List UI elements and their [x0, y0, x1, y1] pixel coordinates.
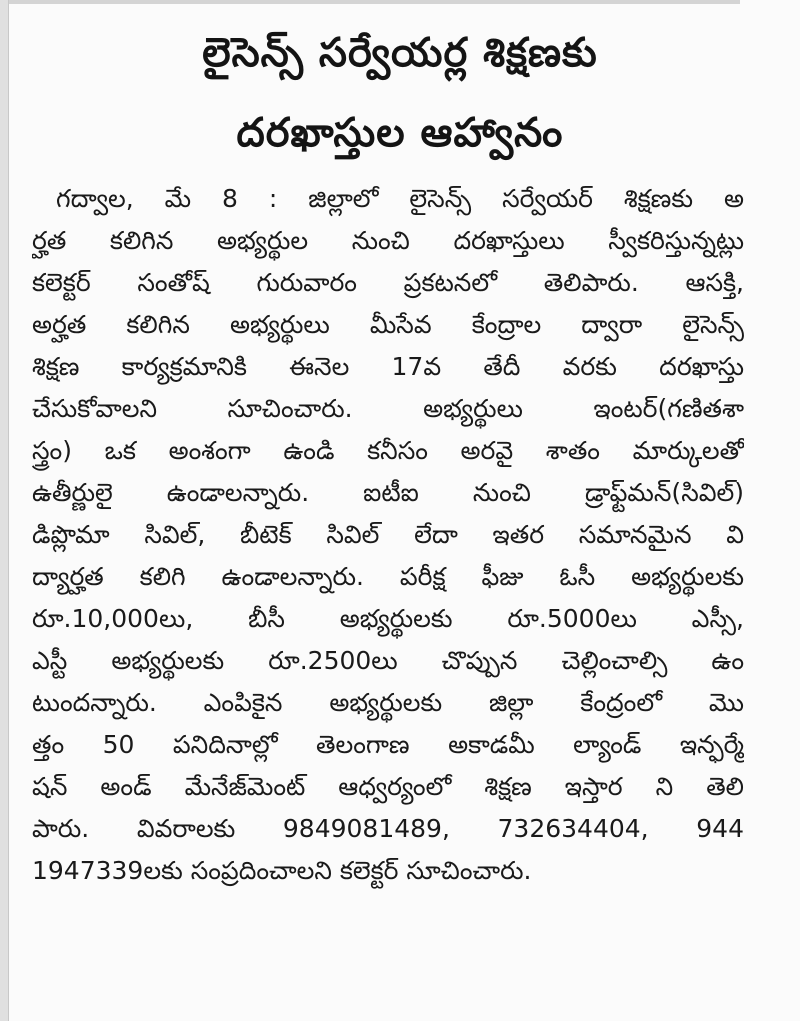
- article-line: త్తం 50 పనిదినాల్లో తెలంగాణ అకాడమీ ల్యాండ్ ఇన్ఫర్మే: [32, 730, 744, 759]
- article-line: స్త్రం) ఒక అంశంగా ఉండి కనీసం అరవై శాతం మార్కులతో: [32, 436, 744, 465]
- left-column-rule: [0, 0, 9, 1021]
- headline-line-2: దరఖాస్తుల ఆహ్వానం: [236, 110, 564, 156]
- article-line: రూ.10,000లు, బీసీ అభ్యర్థులకు రూ.5000లు ఎస్సీ,: [32, 604, 744, 633]
- article-body: [32, 178, 744, 892]
- article-line: ఉతీర్ణులై ఉండాలన్నారు. ఐటీఐ నుంచి డ్రాఫ్ట్‌మన్(సివిల్): [32, 478, 744, 507]
- article-line: శిక్షణ కార్యక్రమానికి ఈనెల 17వ తేదీ వరకు దరఖాస్తు: [32, 352, 744, 381]
- headline-line-1: లైసెన్స్ సర్వేయర్ల శిక్షణకు: [202, 30, 598, 76]
- article-line: పారు. వివరాలకు 9849081489, 732634404, 944: [32, 814, 744, 843]
- article-line: అర్హత కలిగిన అభ్యర్థులు మీసేవ కేంద్రాల ద్వారా లైసెన్స్: [32, 310, 744, 339]
- article-line: 1947339లకు సంప్రదించాలని కలెక్టర్ సూచించారు.: [32, 856, 532, 885]
- article-line: టుందన్నారు. ఎంపికైన అభ్యర్థులకు జిల్లా కేంద్రంలో మొ: [32, 688, 744, 717]
- article-line: చేసుకోవాలని సూచించారు. అభ్యర్థులు ఇంటర్(గణితశా: [32, 394, 744, 423]
- article-line: కలెక్టర్ సంతోష్ గురువారం ప్రకటనలో తెలిపారు. ఆసక్తి,: [32, 268, 744, 297]
- article-line: గద్వాల, మే 8 : జిల్లాలో లైసెన్స్ సర్వేయర్ శిక్షణకు అ: [56, 184, 744, 213]
- article-line: షన్ అండ్ మేనేజ్‌మెంట్ ఆధ్వర్యంలో శిక్షణ ఇస్తార ని తెలి: [32, 772, 744, 801]
- article-line: డిప్లొమా సివిల్, బీటెక్ సివిల్ లేదా ఇతర సమానమైన వి: [32, 520, 744, 549]
- article-line: ర్హత కలిగిన అభ్యర్థుల నుంచి దరఖాస్తులు స్వీకరిస్తున్నట్లు: [32, 226, 744, 255]
- article-line: ఎస్టీ అభ్యర్థులకు రూ.2500లు చొప్పున చెల్లించాల్సి ఉం: [32, 646, 744, 675]
- top-border-rule: [0, 0, 740, 4]
- article-line: ద్యార్హత కలిగి ఉండాలన్నారు. పరీక్ష ఫీజు ఓసీ అభ్యర్థులకు: [32, 562, 744, 591]
